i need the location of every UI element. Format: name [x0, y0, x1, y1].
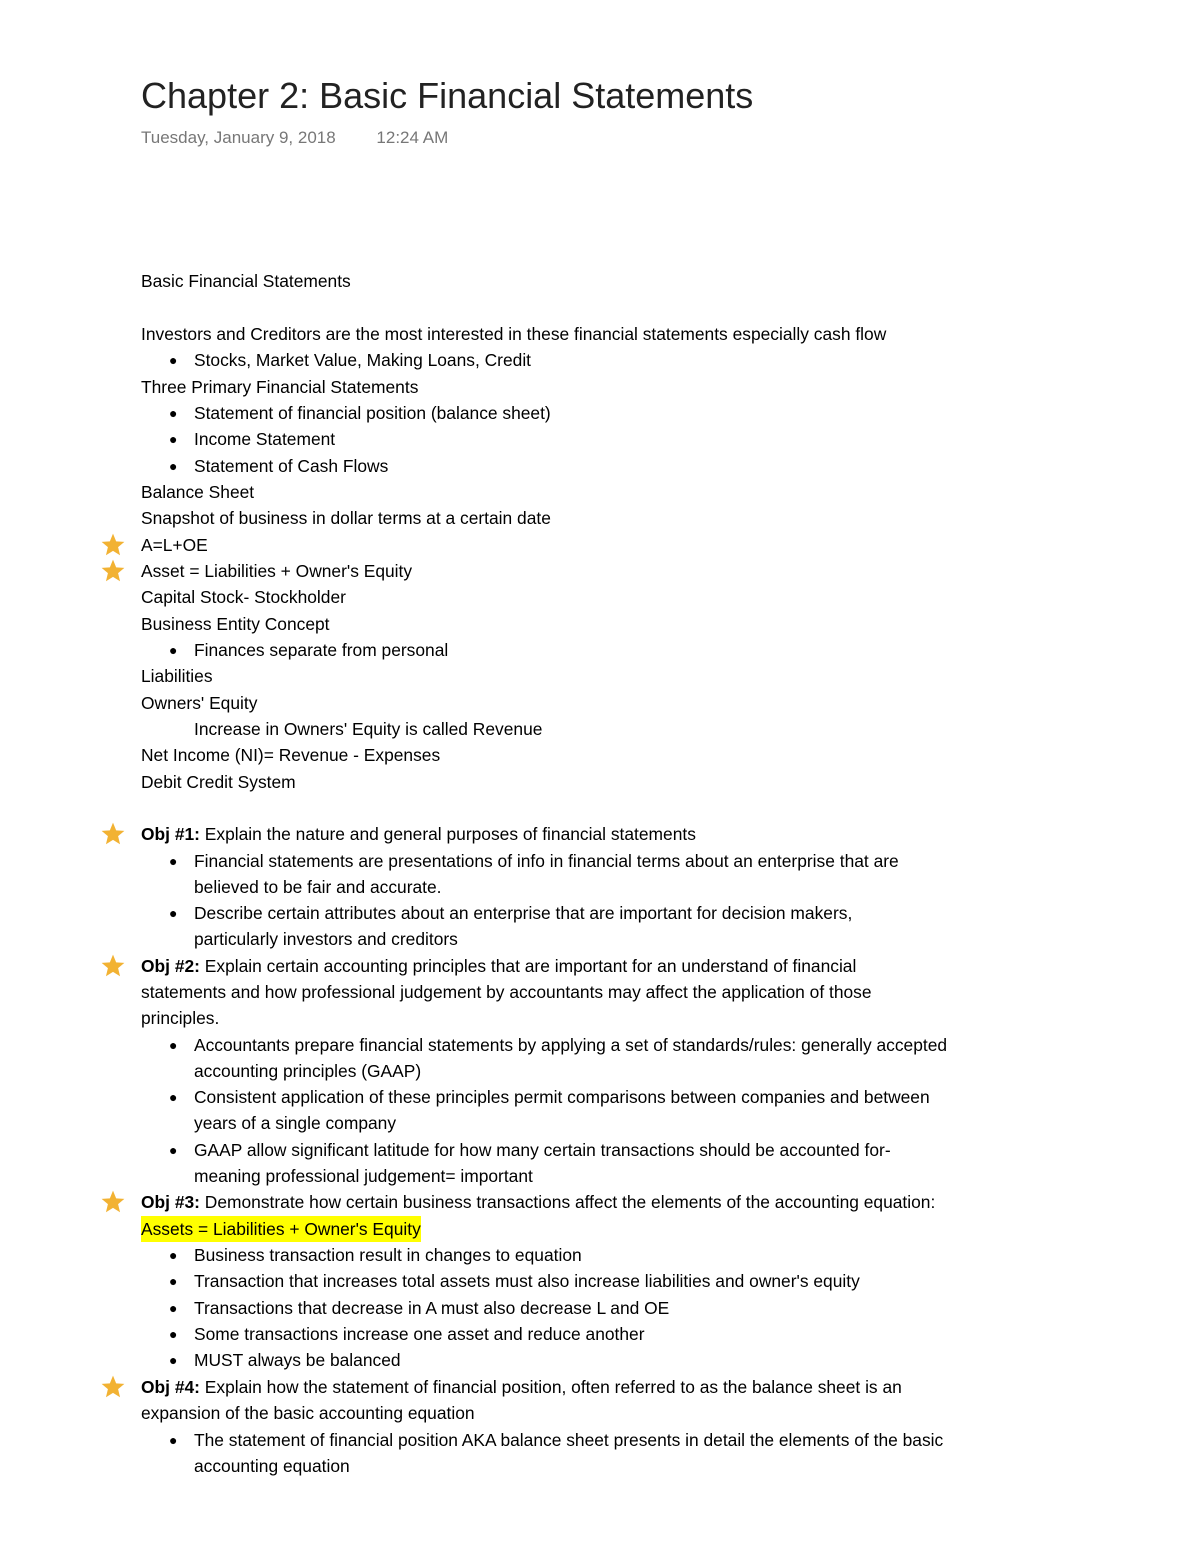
note-line: Debit Credit System: [141, 772, 296, 792]
bullet-item: Some transactions increase one asset and reduce another: [194, 1324, 645, 1344]
star-icon: [100, 1374, 126, 1400]
note-line: Investors and Creditors are the most interested in these financial statements especially cash flow: [141, 324, 887, 344]
bullet-item: GAAP allow significant latitude for how many certain transactions should be accounted for-: [194, 1140, 891, 1160]
bullet-item: Statement of Cash Flows: [194, 456, 389, 476]
bullet-dot-icon: ●: [169, 1300, 178, 1316]
objective-text: Explain how the statement of financial position, often referred to as the balance sheet is an: [199, 1377, 902, 1397]
star-icon: [100, 1189, 126, 1215]
star-icon: [100, 821, 126, 847]
objective-text: Explain certain accounting principles that are important for an understand of financial: [199, 956, 857, 976]
bullet-dot-icon: ●: [169, 431, 178, 447]
bullet-item: Describe certain attributes about an enterprise that are important for decision makers,: [194, 903, 853, 923]
bullet-item-continued: accounting principles (GAAP): [194, 1061, 422, 1081]
objective-label: Obj #3:: [141, 1192, 200, 1212]
bullet-dot-icon: ●: [169, 458, 178, 474]
bullet-item: The statement of financial position AKA balance sheet presents in detail the elements of the basic: [194, 1430, 944, 1450]
star-icon: [100, 558, 126, 584]
objective-heading: [141, 821, 696, 847]
objective-text-continued: expansion of the basic accounting equation: [141, 1403, 475, 1423]
note-date: Tuesday, January 9, 2018: [141, 128, 336, 147]
bullet-item-continued: meaning professional judgement= important: [194, 1166, 533, 1186]
bullet-item: Stocks, Market Value, Making Loans, Credit: [194, 350, 532, 370]
bullet-item-continued: believed to be fair and accurate.: [194, 877, 442, 897]
bullet-dot-icon: ●: [169, 853, 178, 869]
highlighted-equation: Assets = Liabilities + Owner's Equity: [141, 1216, 421, 1242]
objective-label: Obj #1:: [141, 824, 200, 844]
bullet-dot-icon: ●: [169, 1273, 178, 1289]
bullet-item: Finances separate from personal: [194, 640, 449, 660]
objective-text: Explain the nature and general purposes of financial statements: [199, 824, 696, 844]
note-line: A=L+OE: [141, 535, 208, 555]
objective-text: Demonstrate how certain business transactions affect the elements of the accounting equation:: [199, 1192, 936, 1212]
bullet-dot-icon: ●: [169, 1326, 178, 1342]
bullet-item-continued: years of a single company: [194, 1113, 397, 1133]
bullet-dot-icon: ●: [169, 905, 178, 921]
bullet-dot-icon: ●: [169, 405, 178, 421]
objective-heading: [141, 1189, 935, 1215]
bullet-item: Accountants prepare financial statements by applying a set of standards/rules: generally accepted: [194, 1035, 948, 1055]
objective-label: Obj #2:: [141, 956, 200, 976]
bullet-dot-icon: ●: [169, 352, 178, 368]
bullet-dot-icon: ●: [169, 1142, 178, 1158]
objective-heading: [141, 953, 856, 979]
note-timestamp: [141, 127, 448, 149]
objective-label: Obj #4:: [141, 1377, 200, 1397]
note-line: Liabilities: [141, 666, 213, 686]
page-title: Chapter 2: Basic Financial Statements: [141, 75, 754, 116]
bullet-dot-icon: ●: [169, 642, 178, 658]
note-line: Net Income (NI)= Revenue - Expenses: [141, 745, 441, 765]
bullet-item: Statement of financial position (balance sheet): [194, 403, 551, 423]
star-icon: [100, 532, 126, 558]
note-time: 12:24 AM: [376, 128, 449, 147]
note-line: Asset = Liabilities + Owner's Equity: [141, 561, 413, 581]
note-line: Three Primary Financial Statements: [141, 377, 419, 397]
bullet-item-continued: particularly investors and creditors: [194, 929, 458, 949]
bullet-dot-icon: ●: [169, 1089, 178, 1105]
note-line: Capital Stock- Stockholder: [141, 587, 346, 607]
star-icon: [100, 953, 126, 979]
objective-text-continued: principles.: [141, 1008, 220, 1028]
bullet-item-continued: accounting equation: [194, 1456, 350, 1476]
note-line: Owners' Equity: [141, 693, 258, 713]
bullet-item: Transaction that increases total assets must also increase liabilities and owner's equity: [194, 1271, 860, 1291]
note-line: Snapshot of business in dollar terms at a certain date: [141, 508, 551, 528]
bullet-item: Consistent application of these principles permit comparisons between companies and between: [194, 1087, 930, 1107]
bullet-item: MUST always be balanced: [194, 1350, 401, 1370]
bullet-item: Transactions that decrease in A must also decrease L and OE: [194, 1298, 670, 1318]
section-heading: Basic Financial Statements: [141, 271, 351, 291]
bullet-dot-icon: ●: [169, 1037, 178, 1053]
bullet-dot-icon: ●: [169, 1432, 178, 1448]
note-line: Balance Sheet: [141, 482, 255, 502]
note-line: Business Entity Concept: [141, 614, 330, 634]
bullet-item: Business transaction result in changes to equation: [194, 1245, 582, 1265]
bullet-dot-icon: ●: [169, 1247, 178, 1263]
bullet-dot-icon: ●: [169, 1352, 178, 1368]
objective-heading: [141, 1374, 902, 1400]
bullet-item: Financial statements are presentations of info in financial terms about an enterprise that are: [194, 851, 899, 871]
objective-text-continued: statements and how professional judgement by accountants may affect the application of those: [141, 982, 872, 1002]
bullet-item: Income Statement: [194, 429, 336, 449]
indented-line: Increase in Owners' Equity is called Revenue: [194, 719, 543, 739]
